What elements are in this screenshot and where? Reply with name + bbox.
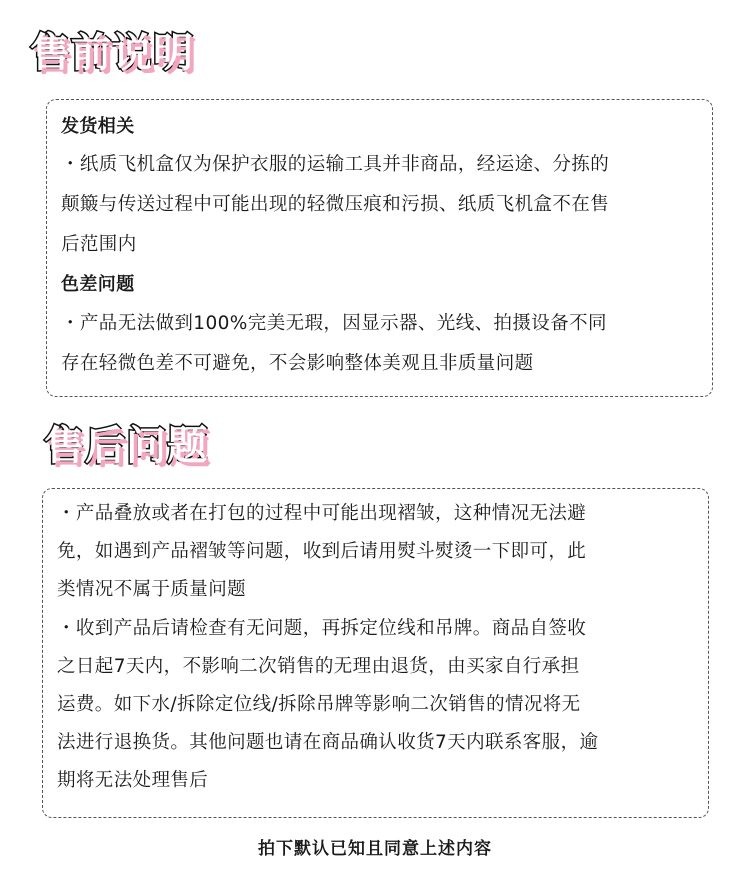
presale-box	[46, 99, 713, 397]
footer-note: 拍下默认已知且同意上述内容	[258, 839, 492, 859]
shipping-text-line: 后范围内	[61, 234, 137, 255]
shipping-text-line: 颠簸与传送过程中可能出现的轻微压痕和污损、纸质飞机盒不在售	[61, 194, 610, 215]
shipping-heading: 发货相关	[61, 116, 135, 137]
aftersale-text-line: 之日起7天内，不影响二次销售的无理由退货，由买家自行承担	[57, 656, 580, 677]
color-heading: 色差问题	[61, 274, 135, 295]
color-text-line: ・产品无法做到100%完美无瑕，因显示器、光线、拍摄设备不同	[61, 313, 607, 334]
aftersale-title: 售后问题	[44, 423, 208, 469]
aftersale-text-line: 法进行退换货。其他问题也请在商品确认收货7天内联系客服，逾	[57, 732, 599, 753]
aftersale-text-line: 期将无法处理售后	[57, 770, 209, 791]
aftersale-box	[42, 488, 709, 818]
aftersale-text-line: ・产品叠放或者在打包的过程中可能出现褶皱，这种情况无法避	[57, 503, 587, 524]
shipping-text-line: ・纸质飞机盒仅为保护衣服的运输工具并非商品，经运途、分拣的	[61, 154, 610, 175]
aftersale-text-line: 运费。如下水/拆除定位线/拆除吊牌等影响二次销售的情况将无	[57, 694, 581, 715]
aftersale-text-line: 免，如遇到产品褶皱等问题，收到后请用熨斗熨烫一下即可，此	[57, 541, 587, 562]
color-text-line: 存在轻微色差不可避免，不会影响整体美观且非质量问题	[61, 353, 534, 374]
aftersale-text-line: ・收到产品后请检查有无问题，再拆定位线和吊牌。商品自签收	[57, 618, 587, 639]
aftersale-text-line: 类情况不属于质量问题	[57, 579, 247, 600]
presale-title: 售前说明	[30, 30, 194, 76]
